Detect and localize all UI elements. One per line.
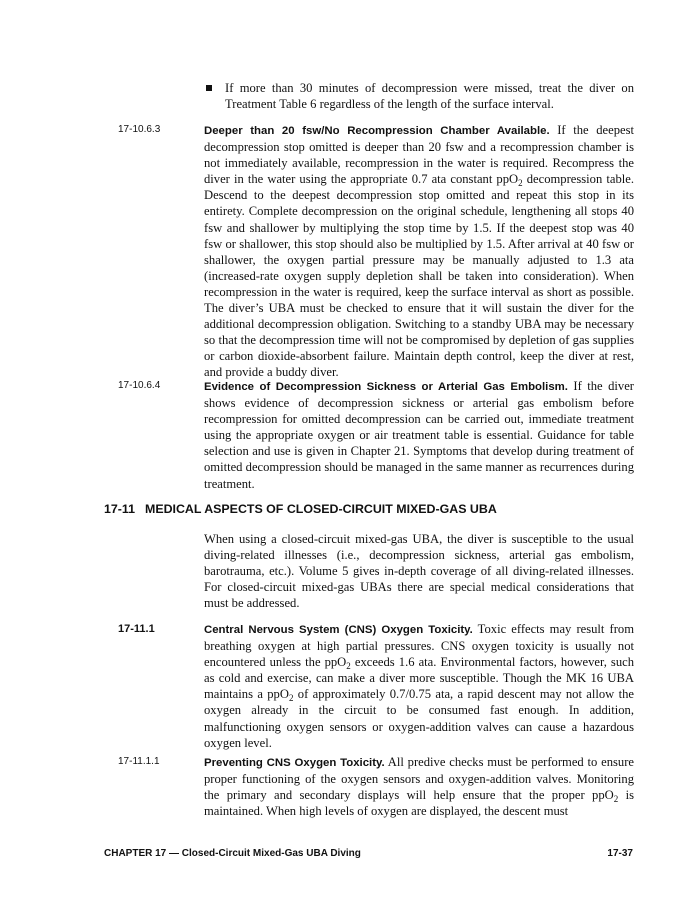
paragraph-heading: Deeper than 20 fsw/No Recompression Chamber Available. xyxy=(204,125,550,137)
paragraph-body: If the diver shows evidence of decompression sickness or arterial gas embolism before recompression for omitted decompression can be carried out, immediate treatment using the appropriate oxygen or air treatment table is essential. Guidance for table selection and use is given in Chapter 21. Symptoms that develop during treatment of omitted decompression should be managed in the same manner as recurrences during treatment. xyxy=(204,379,634,491)
paragraph-body: All predive checks must be performed to ensure proper functioning of the oxygen sensors and oxygen-addition valves. Monitoring the primary and secondary displays will help ensure that the proper ppO xyxy=(204,755,634,803)
paragraph-heading: Central Nervous System (CNS) Oxygen Toxicity. xyxy=(204,624,473,636)
paragraph-body: exceeds 1.6 ata. Environmental factors, however, such as cold and exercise, can make a diver more susceptible. Though the MK 16 UBA maintains a ppO xyxy=(204,655,634,702)
paragraph-17-11-1-1 xyxy=(204,754,634,819)
footer-page-number: 17-37 xyxy=(607,848,633,859)
footer-chapter-title: CHAPTER 17 — Closed-Circuit Mixed-Gas UBA Diving xyxy=(104,848,361,859)
paragraph-body: decompression table. Descend to the deepest decompression stop omitted and repeat this stop in its entirety. Complete decompression on the original schedule, lengthening all stops 40 fsw and shallower by multiplying the stop time by 1.5. If the deepest stop was 40 fsw or shallower, this stop should also be multiplied by 1.5. After arrival at 40 fsw or shallower, the oxygen partial pressure may be manually adjusted to 1.3 ata (increased-rate oxygen supply depletion shall be taken into consideration). When recompression in the water is required, keep the surface interval as short as possible. The diver’s UBA must be checked to ensure that it will sustain the diver for the additional decompression obligation. Switching to a standby UBA may be necessary so that the decompression time will not be compromised by depletion of gas supplies or carbon dioxide-absorbent failure. Maintain depth control, keep the diver at rest, and provide a buddy diver. xyxy=(204,172,634,380)
paragraph-17-10-6-3 xyxy=(204,122,634,381)
paragraph-heading: Preventing CNS Oxygen Toxicity. xyxy=(204,757,385,769)
bullet-square-icon xyxy=(206,85,212,91)
paragraph-17-11-1 xyxy=(204,621,634,751)
section-title: MEDICAL ASPECTS OF CLOSED-CIRCUIT MIXED-GAS UBA xyxy=(145,502,497,516)
paragraph-body: of approximately 0.7/0.75 ata, a rapid descent may not allow the oxygen already in the circuit to be consumed fast enough. In addition, malfunctioning oxygen sensors or oxygen-addition valves can cause a hazardous oxygen level. xyxy=(204,687,635,750)
section-number: 17-11 xyxy=(104,502,136,516)
paragraph-number-17-10-6-4: 17-10.6.4 xyxy=(118,380,161,391)
section-heading xyxy=(104,502,497,516)
paragraph-body: If the deepest decompression stop omitted is deeper than 20 fsw and a recompression chamber is not immediately available, recompression in the water is required. Recompress the diver in the water using the appropriate 0.7 ata constant ppO xyxy=(204,123,635,187)
section-intro-paragraph xyxy=(204,531,634,611)
subscript: 2 xyxy=(613,794,619,805)
subscript: 2 xyxy=(288,693,294,704)
paragraph-body: Toxic effects may result from breathing oxygen at high partial pressures. CNS oxygen toxicity is usually not encountered unless the ppO xyxy=(204,622,634,670)
paragraph-number-17-11-1-1: 17-11.1.1 xyxy=(118,756,160,767)
paragraph-number-17-10-6-3: 17-10.6.3 xyxy=(118,124,161,135)
bullet-text: If more than 30 minutes of decompression were missed, treat the diver on Treatment Table 6 regardless of the length of the surface interval. xyxy=(225,81,634,112)
bullet-item xyxy=(206,80,634,112)
paragraph-body: When using a closed-circuit mixed-gas UBA, the diver is susceptible to the usual diving-related illnesses (i.e., decompression sickness, arterial gas embolism, barotrauma, etc.). Volume 5 gives in-depth coverage of all diving-related illnesses. For closed-circuit mixed-gas UBAs there are special medical considerations that must be addressed. xyxy=(204,532,634,611)
paragraph-body: is maintained. When high levels of oxygen are displayed, the descent must xyxy=(204,788,634,819)
subscript: 2 xyxy=(346,661,351,672)
subscript: 2 xyxy=(518,178,523,189)
paragraph-heading: Evidence of Decompression Sickness or Arterial Gas Embolism. xyxy=(204,381,568,393)
paragraph-number-17-11-1: 17-11.1 xyxy=(118,623,155,635)
paragraph-17-10-6-4 xyxy=(204,378,634,492)
